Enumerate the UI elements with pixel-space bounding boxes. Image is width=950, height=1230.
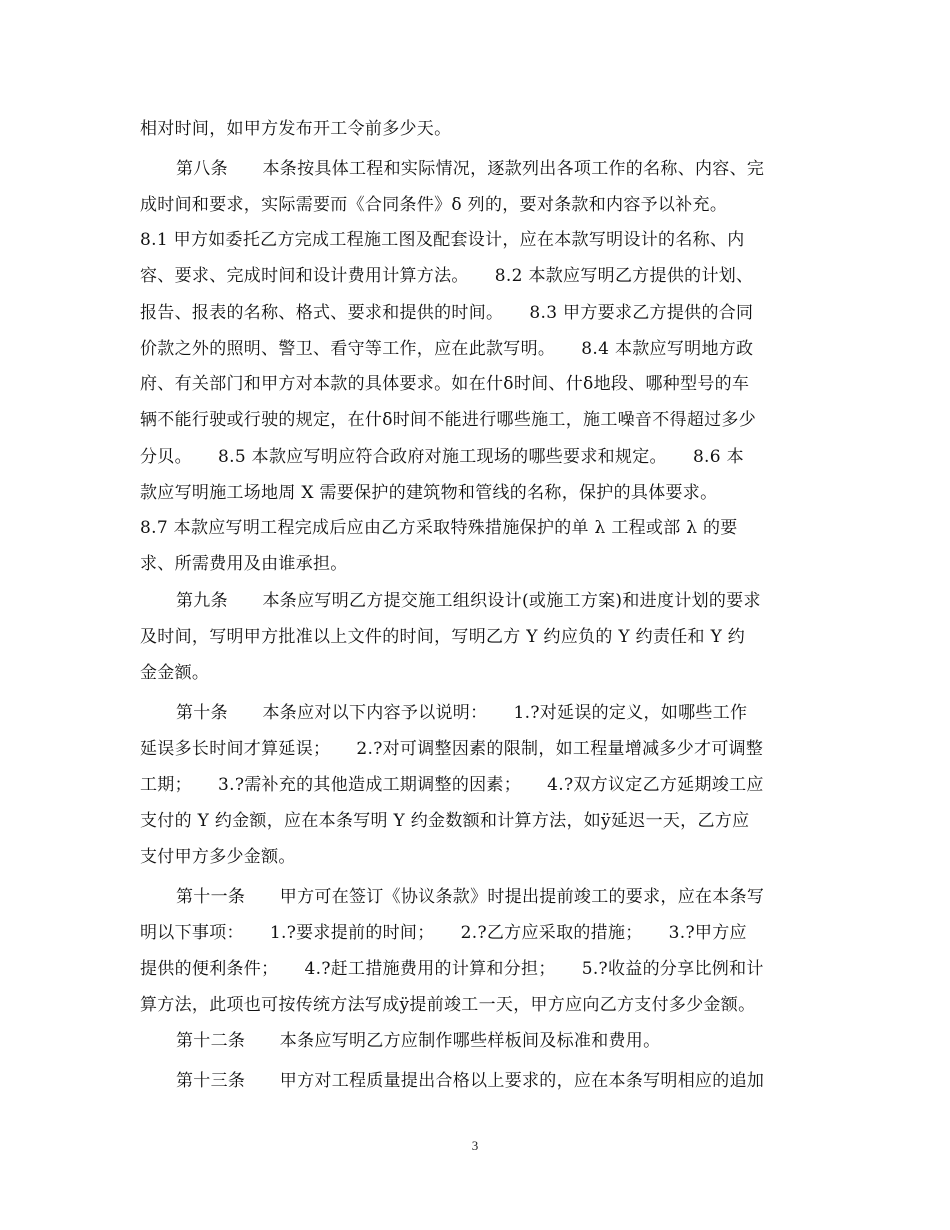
text-line: 求、所需费用及由谁承担。 (140, 554, 348, 574)
text-line: 支付的 Υ 约金额，应在本条写明 Υ 约金数额和计算方法，如ÿ延迟一天，乙方应 (140, 811, 750, 831)
text-line: 及时间，写明甲方批准以上文件的时间，写明乙方 Υ 约应负的 Υ 约责任和 Υ 约 (140, 627, 746, 647)
text-line: 款应写明施工场地周 X 需要保护的建筑物和管线的名称，保护的具体要求。 (140, 483, 718, 503)
text-line: 价款之外的照明、警卫、看守等工作，应在此款写明。 8.4 本款应写明地方政 (140, 339, 754, 359)
text-line: 支付甲方多少金额。 (140, 847, 296, 867)
text-line: 府、有关部门和甲方对本款的具体要求。如在什δ时间、什δ地段、哪种型号的车 (140, 374, 750, 394)
text-line: 提供的便利条件； 4.?赶工措施费用的计算和分担； 5.?收益的分享比例和计 (140, 959, 764, 979)
text-line: 容、要求、完成时间和设计费用计算方法。 8.2 本款应写明乙方提供的计划、 (140, 266, 754, 286)
text-line: 报告、报表的名称、格式、要求和提供的时间。 8.3 甲方要求乙方提供的合同 (140, 303, 754, 323)
article-10-heading-line: 第十条 本条应对以下内容予以说明： 1.?对延误的定义，如哪些工作 (176, 703, 748, 723)
text-line: 分贝。 8.5 本款应写明应符合政府对施工现场的哪些要求和规定。 8.6 本 (140, 447, 744, 467)
article-11-heading-line: 第十一条 甲方可在签订《协议条款》时提出提前竣工的要求，应在本条写 (176, 887, 765, 907)
article-9-heading-line: 第九条 本条应写明乙方提交施工组织设计(或施工方案)和进度计划的要求 (176, 591, 761, 611)
text-line: 金金额。 (140, 663, 210, 683)
page-number: 3 (471, 1138, 479, 1153)
text-line: 明以下事项： 1.?要求提前的时间； 2.?乙方应采取的措施； 3.?甲方应 (140, 923, 747, 943)
article-13-heading-line: 第十三条 甲方对工程质量提出合格以上要求的，应在本条写明相应的追加 (176, 1071, 765, 1091)
text-line: 延误多长时间才算延误； 2.?对可调整因素的限制，如工程量增减多少才可调整 (140, 739, 764, 759)
article-12-heading-line: 第十二条 本条应写明乙方应制作哪些样板间及标准和费用。 (176, 1031, 661, 1051)
text-line: 算方法，此项也可按传统方法写成ÿ提前竣工一天，甲方应向乙方支付多少金额。 (140, 995, 756, 1015)
text-line: 辆不能行驶或行驶的规定，在什δ时间不能进行哪些施工，施工噪音不得超过多少 (140, 410, 757, 430)
text-line: 8.7 本款应写明工程完成后应由乙方采取特殊措施保护的单 λ 工程或部 λ 的要 (140, 518, 738, 538)
article-8-heading-line: 第八条 本条按具体工程和实际情况，逐款列出各项工作的名称、内容、完 (176, 159, 765, 179)
text-line: 成时间和要求，实际需要而《合同条件》δ 列的，要对条款和内容予以补充。 (140, 195, 728, 215)
text-line: 8.1 甲方如委托乙方完成工程施工图及配套设计，应在本款写明设计的名称、内 (140, 230, 745, 250)
text-line: 工期； 3.?需补充的其他造成工期调整的因素； 4.?双方议定乙方延期竣工应 (140, 775, 764, 795)
text-line: 相对时间，如甲方发布开工令前多少天。 (140, 119, 452, 139)
